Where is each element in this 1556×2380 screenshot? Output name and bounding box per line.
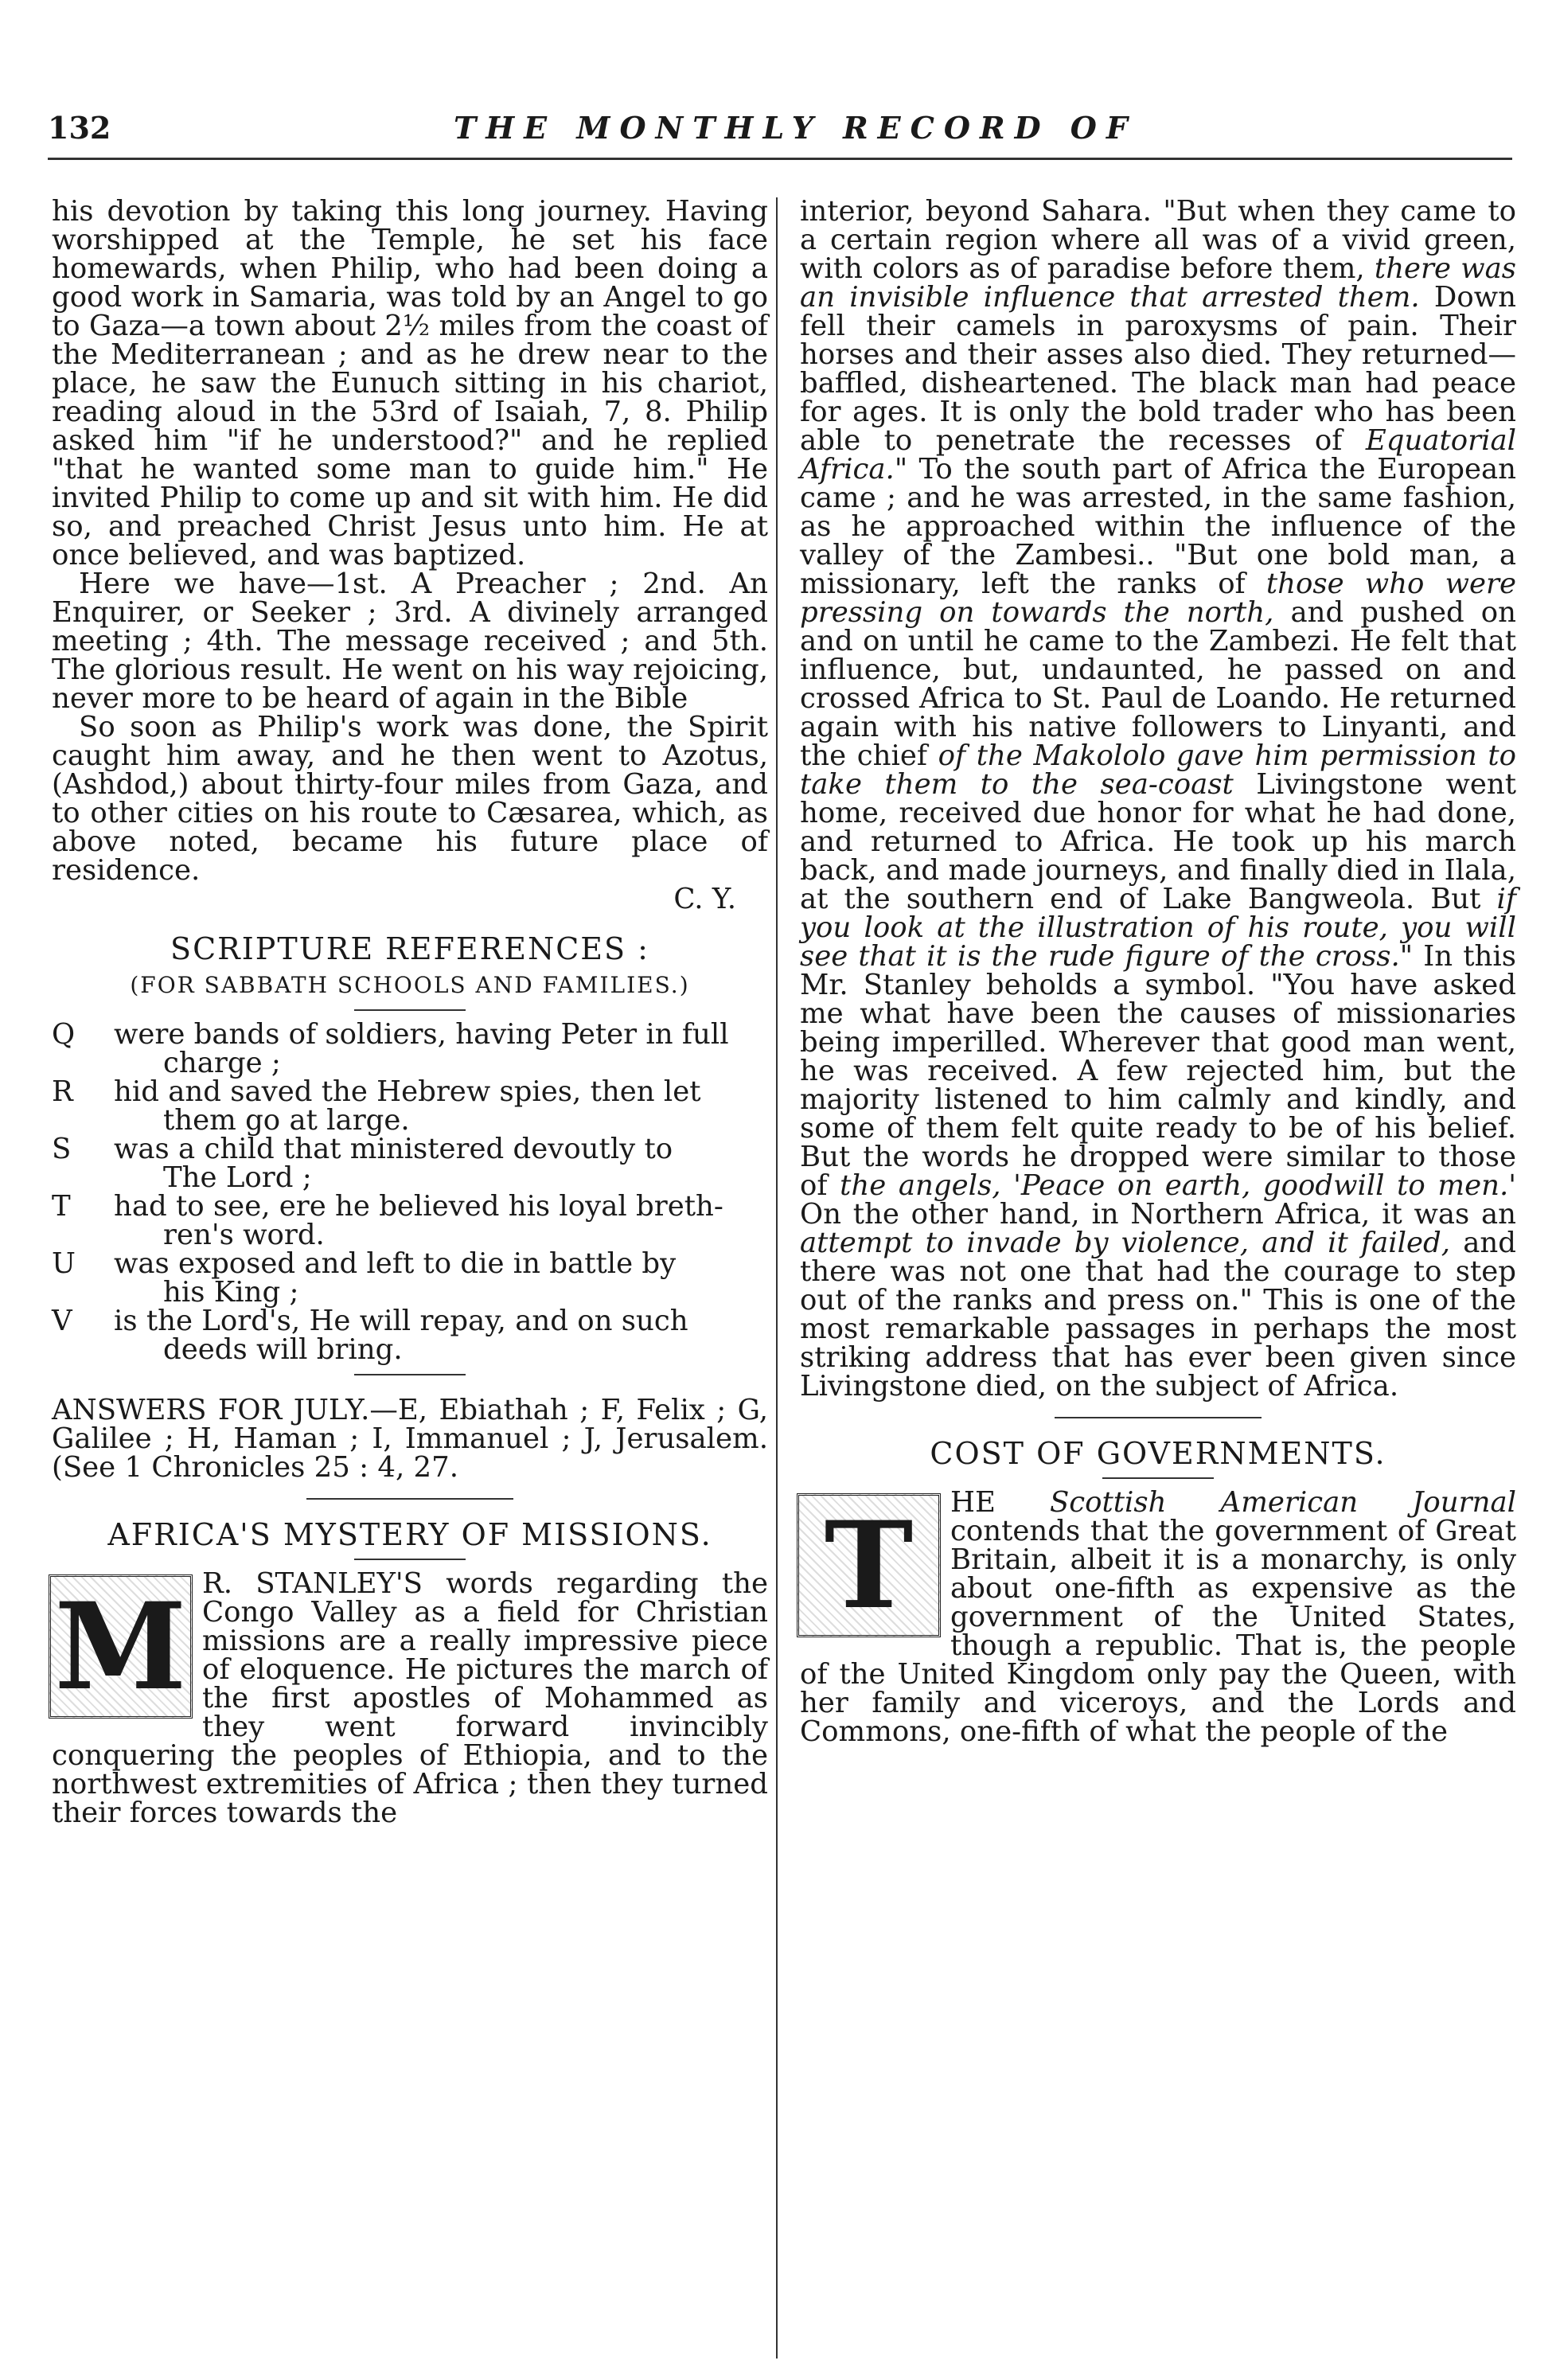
signature: C. Y. — [673, 883, 736, 915]
divider — [354, 1009, 466, 1011]
text-run: " In this Mr. Stanley beholds a symbol. "You have asked me what have been the causes of missionaries being imperilled. Wherever that good man went, he was received. A few rejected him, but the majority listened to him calmly and kindly, and some of them felt quite ready to be of his belief. But the words he dropped were similar to those of — [800, 940, 1516, 1202]
text-run: On the other hand, in Northern Africa, it was an — [800, 1198, 1516, 1231]
lead-in: HE — [950, 1486, 1050, 1519]
list-item — [52, 1247, 768, 1309]
ref-letter: R — [52, 1075, 73, 1108]
divider — [354, 1559, 466, 1560]
page-header — [48, 110, 1512, 158]
text-run: of the Makololo gave him permission to take them to the sea-coast — [800, 739, 1516, 801]
ref-letter: S — [52, 1133, 72, 1165]
header-rule — [48, 158, 1512, 160]
paragraph — [800, 1488, 1516, 1746]
column-divider — [776, 197, 778, 2359]
ref-text: was exposed and left to die in battle by — [114, 1247, 677, 1280]
section-heading: AFRICA'S MYSTERY OF MISSIONS. — [107, 1517, 712, 1552]
section-heading: COST OF GOVERNMENTS. — [930, 1436, 1386, 1471]
ref-text: them go at large. — [163, 1104, 410, 1137]
text-run: and there was not one that had the courage to step out of the ranks and press on." This is one of the most remarkable passages in perhaps the most striking address that has ever been given since Livingstone died, on the subject of Africa. — [800, 1227, 1516, 1403]
ref-text: was a child that ministered devoutly to — [114, 1133, 673, 1165]
page-number: 132 — [48, 110, 111, 146]
right-column — [800, 197, 1516, 1746]
ref-text: were bands of soldiers, having Peter in full — [114, 1018, 729, 1051]
text-run: attempt to invade by violence, and it failed, — [800, 1227, 1451, 1259]
list-item — [52, 1075, 768, 1137]
divider — [354, 1374, 466, 1375]
text-run: Down fell their camels in paroxysms of pain. Their horses and their asses also died. They returned—baffled, disheartened. The black man had peace for ages. It is only the bold trader who has been able to penetrate the recesses of — [800, 281, 1516, 457]
ref-text: his King ; — [163, 1276, 299, 1309]
paragraph — [52, 1567, 768, 1829]
ref-letter: V — [52, 1305, 72, 1337]
text-run: " To the south part of Africa the European came ; and he was arrested, in the same fashion, as he approached within the influence of the valley of the Zambesi.. "But one bold man, a missionary, left the ranks of — [800, 453, 1516, 600]
ref-letter: U — [52, 1247, 76, 1280]
list-item — [52, 1307, 768, 1364]
paragraph: his devotion by taking this long journey. Having worshipped at the Temple, he set his face homewards, when Philip, who had been doing a good work in Samaria, was told by an Angel to go to Gaza—a town about 2½ miles from the coast of the Mediterranean ; and as he drew near to the place, he saw the Eunuch sitting in his chariot, reading aloud in the 53rd of Isaiah, 7, 8. Philip asked him "if he understood?" and he replied "that he wanted some man to guide him." He invited Philip to come up and sit with him. He did so, and preached Christ Jesus unto him. He at once believed, and was baptized. — [52, 195, 768, 572]
ref-letter: T — [52, 1190, 71, 1223]
answers-paragraph: ANSWERS FOR JULY.—E, Ebiathah ; F, Felix ; G, Galilee ; H, Haman ; I, Immanuel ; J, Jerusalem. (See 1 Chronicles 25 : 4, 27. — [52, 1394, 768, 1484]
ref-text: charge ; — [163, 1047, 281, 1079]
text-run: the angels, 'Peace on earth, goodwill to men.' — [840, 1169, 1516, 1202]
ref-text: ren's word. — [163, 1219, 325, 1251]
drop-cap: T — [797, 1493, 941, 1637]
paragraph-text: contends that the government of Great Britain, albeit it is a monarchy, is only about one-fifth as expensive as the government of the United States, though a republic. That is, the people of the United Kingdom only pay the Queen, with her family and viceroys, and the Lords and Commons, one-fifth of what the people of the — [800, 1515, 1516, 1748]
text-run: there was an invisible influence that arrested them. — [800, 252, 1516, 314]
ref-text: is the Lord's, He will repay, and on such — [114, 1305, 688, 1337]
references-list — [52, 1020, 768, 1364]
left-column — [52, 197, 768, 1828]
ref-letter: Q — [52, 1018, 76, 1051]
section-subheading: (FOR SABBATH SCHOOLS AND FAMILIES.) — [130, 972, 690, 998]
divider — [306, 1498, 513, 1500]
ref-text: deeds will bring. — [163, 1333, 403, 1366]
text-run: those who were pressing on towards the north, — [800, 568, 1516, 629]
text-run: interior, beyond Sahara. "But when they came to a certain region where all was of a vivid green, with colors as of paradise before them, — [800, 195, 1516, 285]
divider — [1102, 1477, 1214, 1479]
running-title: THE MONTHLY RECORD OF — [454, 110, 1137, 146]
paragraph — [800, 197, 1516, 1401]
text-run: Livingstone went home, received due honor for what he had done, and returned to Africa. He took up his march back, and made journeys, and finally died in Ilala, at the southern end of Lake Bangweola. But — [800, 768, 1516, 915]
ref-text: The Lord ; — [163, 1161, 312, 1194]
journal-title: Scottish American Journal — [1049, 1486, 1516, 1519]
list-item — [52, 1020, 768, 1078]
paragraph-text: words regarding the Congo Valley as a field for Christian missions are a really impressive piece of eloquence. He pictures the march of the first apostles of Mohammed as they went forward invincibly conquering the peoples of Ethiopia, and to the northwest extremities of Africa ; then they turned their forces towards the — [52, 1567, 768, 1829]
paragraph: Here we have—1st. A Preacher ; 2nd. An Enquirer, or Seeker ; 3rd. A divinely arranged meeting ; 4th. The message received ; and 5th. The glorious result. He went on his way rejoicing, never more to be heard of again in the Bible — [52, 568, 768, 715]
list-item — [52, 1135, 768, 1192]
signature-line — [52, 885, 768, 914]
list-item — [52, 1192, 768, 1250]
drop-cap: M — [49, 1574, 193, 1719]
divider — [1055, 1417, 1262, 1418]
section-heading: SCRIPTURE REFERENCES : — [170, 931, 649, 966]
lead-in: R. STANLEY'S — [202, 1567, 423, 1600]
paragraph: So soon as Philip's work was done, the Spirit caught him away, and he then went to Azotus, (Ashdod,) about thirty-four miles from Gaza, and to other cities on his route to Cæsarea, which, as above noted, became his future place of residence. — [52, 711, 768, 887]
ref-text: hid and saved the Hebrew spies, then let — [114, 1075, 701, 1108]
text-run: and pushed on and on until he came to the Zambezi. He felt that influence, but, undaunted, he passed on and crossed Africa to St. Paul de Loando. He returned again with his native followers to Linyanti, and the chief — [800, 596, 1516, 772]
text-run: if you look at the illustration of his route, you will see that it is the rude figure of the cross. — [800, 883, 1516, 973]
text-run: Equatorial Africa. — [800, 424, 1516, 486]
ref-text: had to see, ere he believed his loyal breth- — [114, 1190, 723, 1223]
